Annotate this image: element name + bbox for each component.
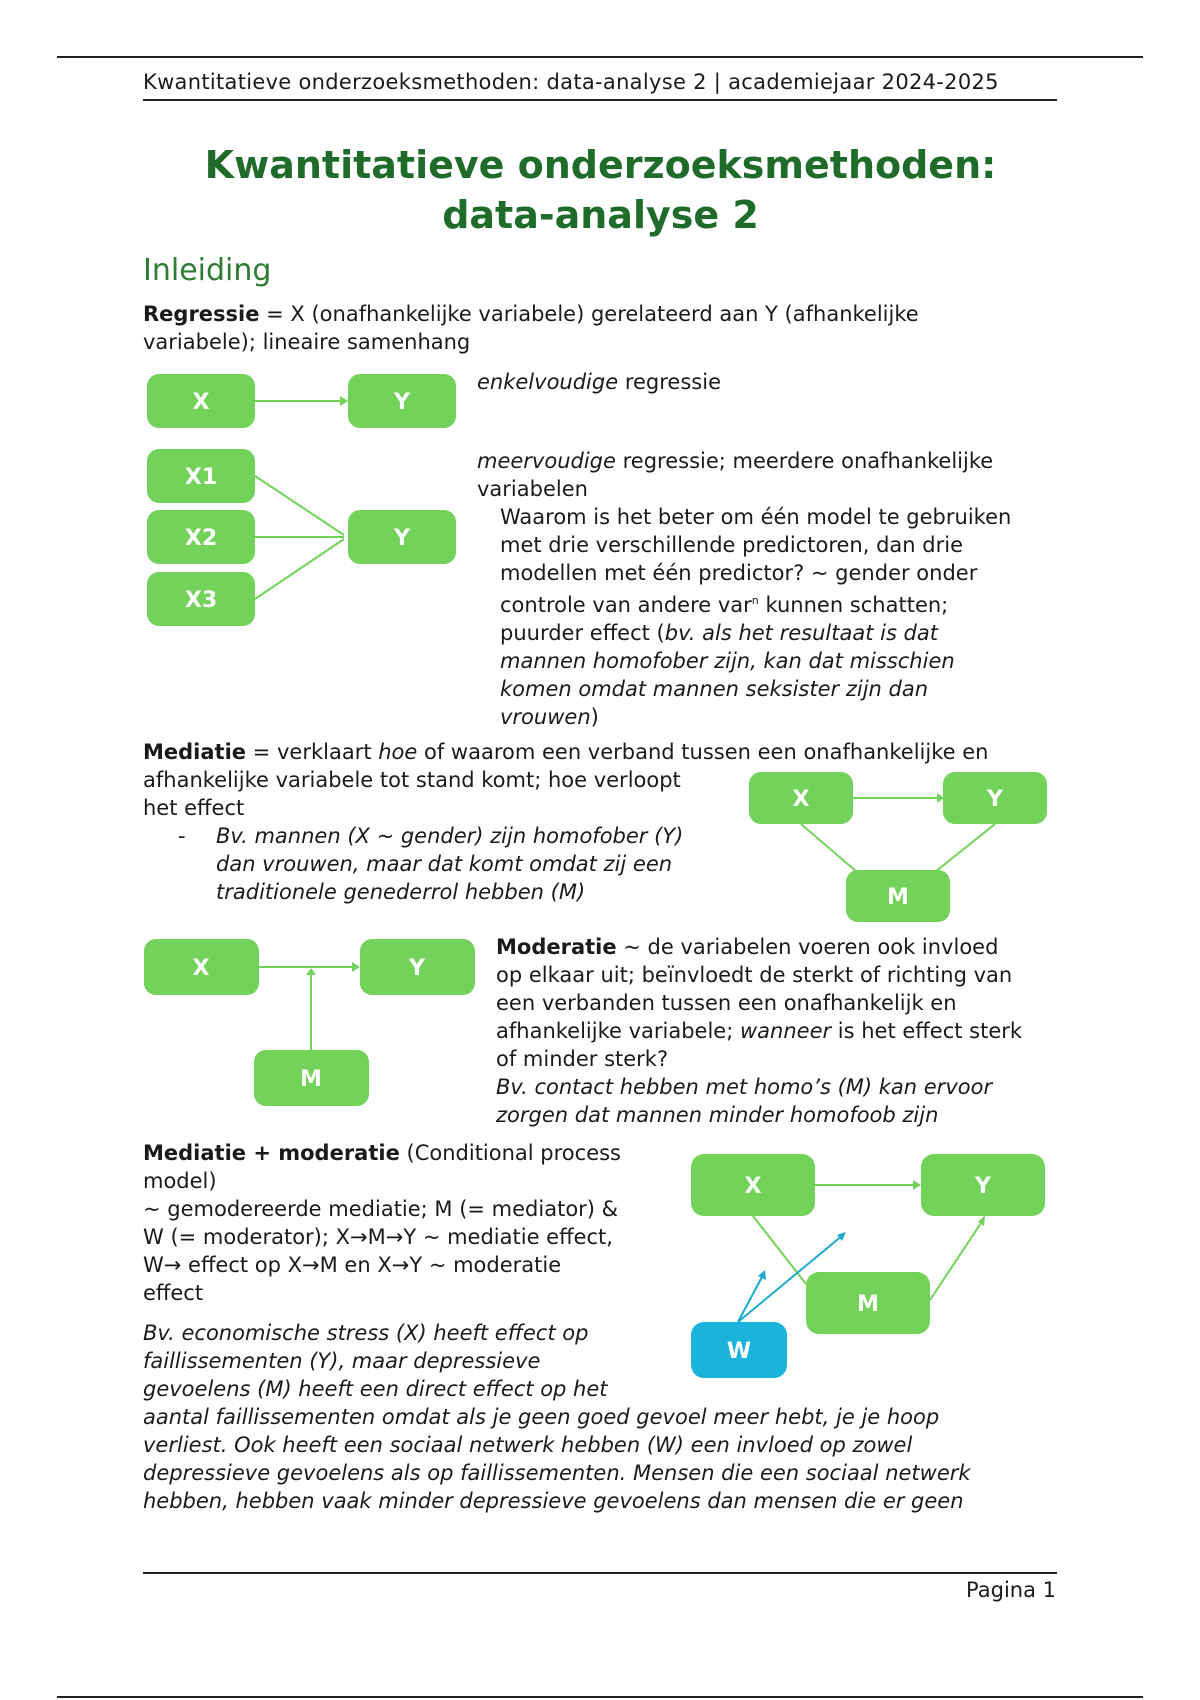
node-w-label: W [726,1339,752,1364]
why-line: modellen met één predictor? ~ gender onder [500,561,978,585]
page-title [143,140,1058,240]
simple-regression-label [477,368,721,396]
simple-em: enkelvoudige [477,370,619,394]
bullet-dash: - [178,824,186,848]
simple-regression-diagram [140,370,460,436]
page-title-line1: Kwantitatieve onderzoeksmethoden: [204,143,997,187]
arrowhead [306,968,316,975]
arrow-m-y [930,1220,983,1300]
mediatie-line2: afhankelijke variabele tot stand komt; hoe verloopt [143,768,681,792]
why-line: Waarom is het beter om één model te gebruiken [500,505,1012,529]
node-y-label: Y [394,390,410,415]
node-x2-label: X2 [184,526,218,551]
mediatie-example [178,822,738,906]
multi-rest: regressie; meerdere onafhankelijke [615,449,994,473]
why-line: met drie verschillende predictoren, dan drie [500,533,963,557]
conditional-process-diagram [688,1150,1058,1382]
why-line-part: kunnen schatten; [758,593,949,617]
why-line-part: puurder effect ( [500,621,665,645]
why-line [500,647,1077,675]
why-line-part: mannen homofober zijn, kan dat misschien [500,649,955,673]
medmod-line: W→ effect op X→M en X→Y ~ moderatie [143,1253,562,1277]
why-line-part: bv. als het resultaat is dat [664,621,938,645]
medmod-text [143,1139,663,1307]
arrow-x1-y [255,476,344,535]
multi-line2: variabelen [477,477,588,501]
medmod-example-line: depressieve gevoelens als op faillissementen. Mensen die een sociaal netwerk [143,1461,971,1485]
mediation-diagram [745,768,1055,928]
node-y-label: Y [409,956,425,981]
example-line: dan vrouwen, maar dat komt omdat zij een [216,852,673,876]
page-title-line2: data-analyse 2 [442,193,759,237]
regressie-def-2: variabele); lineaire samenhang [143,330,471,354]
simple-rest: regressie [618,370,721,394]
moderatie-em: wanneer [739,1019,832,1043]
medmod-example-line: hebben, hebben vaak minder depressieve gevoelens dan mensen die er geen [143,1489,964,1513]
node-m-label: M [887,885,909,910]
mediatie-term: Mediatie [143,740,247,764]
section-heading: Inleiding [143,253,272,288]
node-x1-label: X1 [184,465,218,490]
page-number: Pagina 1 [966,1578,1056,1602]
node-y-label: Y [975,1174,991,1199]
moderatie-example: zorgen dat mannen minder homofoob zijn [496,1103,939,1127]
arrow-w-xm [738,1275,763,1322]
arrowhead [913,1180,921,1190]
moderatie-term: Moderatie [496,935,617,959]
top-page-rule [57,56,1143,58]
mediatie-line3: het effect [143,796,245,820]
example-line: traditionele genederrol hebben (M) [216,880,586,904]
moderatie-line: op elkaar uit; beïnvloedt de sterkt of richting van [496,963,1013,987]
node-y-label: Y [987,787,1003,812]
why-line-part: vrouwen [500,705,591,729]
multiple-regression-diagram [140,445,460,630]
node-x-label: X [192,390,210,415]
arrow-x3-y [255,539,344,599]
why-line [500,675,1077,703]
why-line [500,587,1077,619]
why-line-part: controle van andere var [500,593,752,617]
example-line: Bv. mannen (X ~ gender) zijn homofober (Y) [216,824,684,848]
medmod-line: W (= moderator); X→M→Y ~ mediatie effect, [143,1225,613,1249]
arrowhead [340,396,348,406]
node-x3-label: X3 [184,588,218,613]
medmod-title-rest: (Conditional process [399,1141,621,1165]
regressie-definition [143,300,1063,356]
node-x-label: X [744,1174,762,1199]
moderation-diagram [140,935,480,1110]
moderatie-line: is het effect sterk [831,1019,1023,1043]
why-line-part: ) [590,705,599,729]
moderatie-line: of minder sterk? [496,1047,669,1071]
mediatie-def-b: of waarom een verband tussen een onafhankelijke en [417,740,989,764]
arrow-m-y [935,824,995,872]
arrow-x-m [801,824,857,872]
regressie-term: Regressie [143,302,260,326]
why-line [500,703,1077,731]
footer-rule [143,1572,1057,1574]
why-line [500,619,1077,647]
medmod-line: model) [143,1169,217,1193]
multiple-regression-text [477,447,1077,731]
node-x-label: X [192,956,210,981]
moderatie-line: ~ de variabelen voeren ook invloed [616,935,999,959]
medmod-example-line: gevoelens (M) heeft een direct effect op het [143,1377,608,1401]
header-underline [143,99,1057,101]
medmod-line: ~ gemodereerde mediatie; M (= mediator) & [143,1197,619,1221]
node-x-label: X [792,787,810,812]
node-m-label: M [300,1067,322,1092]
node-m-label: M [857,1292,879,1317]
medmod-example-line: faillissementen (Y), maar depressieve [143,1349,541,1373]
mediatie-def-a: = verklaart [246,740,379,764]
why-paragraph [477,503,1077,731]
regressie-def-1: = X (onafhankelijke variabele) gerelateerd aan Y (afhankelijke [259,302,919,326]
moderatie-example: Bv. contact hebben met homo’s (M) kan ervoor [496,1075,993,1099]
multi-em: meervoudige [477,449,616,473]
mediatie-def-em: hoe [378,740,418,764]
running-header: Kwantitatieve onderzoeksmethoden: data-analyse 2 | academiejaar 2024-2025 [143,70,999,94]
moderatie-text [496,933,1076,1129]
superscript-n: n [751,594,759,607]
node-y-label: Y [394,526,410,551]
medmod-example-line: Bv. economische stress (X) heeft effect op [143,1321,589,1345]
medmod-line: effect [143,1281,204,1305]
medmod-example-line: verliest. Ook heeft een sociaal netwerk hebben (W) een invloed op zowel [143,1433,913,1457]
medmod-term: Mediatie + moderatie [143,1141,400,1165]
arrowhead [937,793,944,803]
bottom-page-rule [57,1696,1143,1698]
medmod-example-line: aantal faillissementen omdat als je geen goed gevoel meer hebt, je je hoop [143,1405,940,1429]
why-line-part: komen omdat mannen seksister zijn dan [500,677,929,701]
arrowhead [352,962,360,972]
moderatie-line: een verbanden tussen een onafhankelijk en [496,991,957,1015]
moderatie-line: afhankelijke variabele; [496,1019,740,1043]
